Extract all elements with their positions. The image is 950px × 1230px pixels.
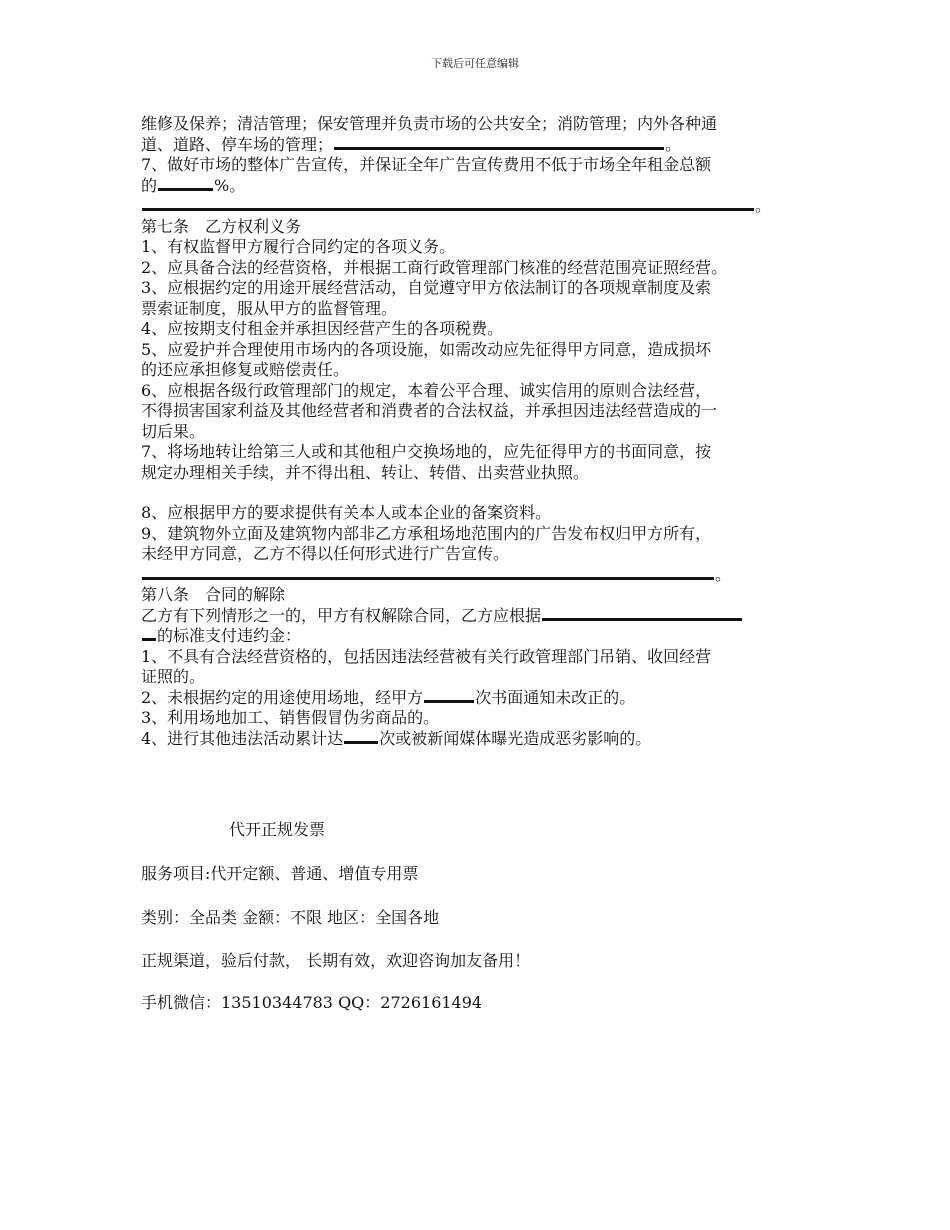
clause-7-2: 2、应具备合法的经营资格，并根据工商行政管理部门核准的经营范围亮证照经营。: [141, 257, 728, 277]
clause-8-1: 1、不具有合法经营资格的，包括因违法经营被有关行政管理部门吊销、收回经营: [141, 646, 712, 666]
paragraph-line: [141, 176, 821, 197]
spacer: [141, 884, 821, 908]
ad-contact: 手机微信：13510344783 QQ：2726161494: [141, 993, 483, 1012]
fill-blank: [542, 606, 742, 621]
text-span: %。: [214, 175, 246, 195]
text-span: 乙方有下列情形之一的，甲方有权解除合同，乙方应根据: [141, 605, 542, 625]
fill-blank: [334, 135, 664, 150]
text-span: 次书面通知未改正的。: [475, 687, 636, 707]
text-span: 的标准支付违约金：: [157, 626, 302, 645]
ad-channel: 正规渠道，验后付款， 长期有效，欢迎咨询加友备用！: [141, 951, 531, 970]
paragraph-line: [141, 196, 821, 217]
clause-8-4: [141, 729, 821, 750]
spacer: [141, 928, 821, 951]
contract-body: [141, 114, 821, 749]
clause-7-4: 4、应按期支付租金并承担因经营产生的各项税费。: [141, 319, 504, 338]
clause-7-6: 6、应根据各级行政管理部门的规定，本着公平合理、诚实信用的原则合法经营，: [141, 380, 712, 400]
spacer: [141, 971, 821, 993]
ad-title: 代开正规发票: [229, 820, 326, 839]
text-span: 。: [715, 564, 732, 584]
clause-7-5-cont: 的还应承担修复或赔偿责任。: [141, 360, 350, 379]
section-title-art7: 第七条 乙方权利义务: [141, 216, 302, 236]
text-span: 4、进行其他违法活动累计达: [141, 728, 344, 748]
paragraph-line: 7、做好市场的整体广告宣传，并保证全年广告宣传费用不低于市场全年租金总额: [141, 155, 712, 174]
clause-7-3: 3、应根据约定的用途开展经营活动，自觉遵守甲方依法制订的各项规章制度及索: [141, 278, 712, 297]
clause-7-3-cont: 票索证制度，服从甲方的监督管理。: [141, 298, 398, 318]
clause-8-2: [141, 688, 821, 709]
clause-8-intro: [141, 606, 821, 627]
fill-blank: [142, 196, 754, 211]
clause-8-3: 3、利用场地加工、销售假冒伪劣商品的。: [141, 708, 440, 727]
fill-blank: [344, 729, 378, 744]
spacer: [141, 483, 821, 503]
paragraph-line: [141, 135, 821, 156]
text-span: 次或被新闻媒体曝光造成恶劣影响的。: [379, 728, 652, 748]
fill-blank: [142, 565, 714, 580]
ad-service: 服务项目:代开定额、普通、增值专用票: [141, 864, 419, 883]
clause-7-5: 5、应爱护并合理使用市场内的各项设施，如需改动应先征得甲方同意，造成损坏: [141, 339, 712, 359]
clause-8-1-cont: 证照的。: [141, 667, 206, 686]
clause-7-9: 9、建筑物外立面及建筑物内部非乙方承租场地范围内的广告发布权归甲方所有，: [141, 523, 712, 543]
text-span: 道、道路、停车场的管理；: [141, 134, 334, 154]
spacer: [141, 840, 821, 864]
clause-7-8: 8、应根据甲方的要求提供有关本人或本企业的备案资料。: [141, 503, 552, 522]
ad-category: 类别：全品类 金额：不限 地区：全国各地: [141, 908, 440, 927]
page-header: 下载后可任意编辑: [431, 57, 519, 70]
clause-7-9-cont: 未经甲方同意，乙方不得以任何形式进行广告宣传。: [141, 544, 510, 563]
fill-blank: [158, 176, 213, 191]
text-span: 。: [755, 196, 772, 215]
paragraph-line: 维修及保养；清洁管理；保安管理并负责市场的公共安全；消防管理；内外各种通: [141, 114, 718, 133]
clause-7-7-cont: 规定办理相关手续，并不得出租、转让、转借、出卖营业执照。: [141, 462, 590, 482]
section-title-art8: 第八条 合同的解除: [141, 585, 286, 604]
clause-7-6-cont: 切后果。: [141, 421, 206, 441]
text-span: 。: [665, 134, 682, 154]
clause-8-intro-cont: [141, 626, 821, 647]
text-span: 的: [141, 175, 158, 195]
fill-blank: [424, 688, 474, 703]
paragraph-line: [141, 565, 821, 586]
clause-7-1: 1、有权监督甲方履行合同约定的各项义务。: [141, 237, 456, 256]
text-span: 2、未根据约定的用途使用场地，经甲方: [141, 687, 424, 707]
fill-blank: [142, 626, 156, 641]
clause-7-6-cont: 不得损害国家利益及其他经营者和消费者的合法权益，并承担因违法经营造成的一: [141, 401, 718, 420]
ad-block: [141, 820, 821, 1013]
clause-7-7: 7、将场地转让给第三人或和其他租户交换场地的，应先征得甲方的书面同意，按: [141, 442, 712, 461]
